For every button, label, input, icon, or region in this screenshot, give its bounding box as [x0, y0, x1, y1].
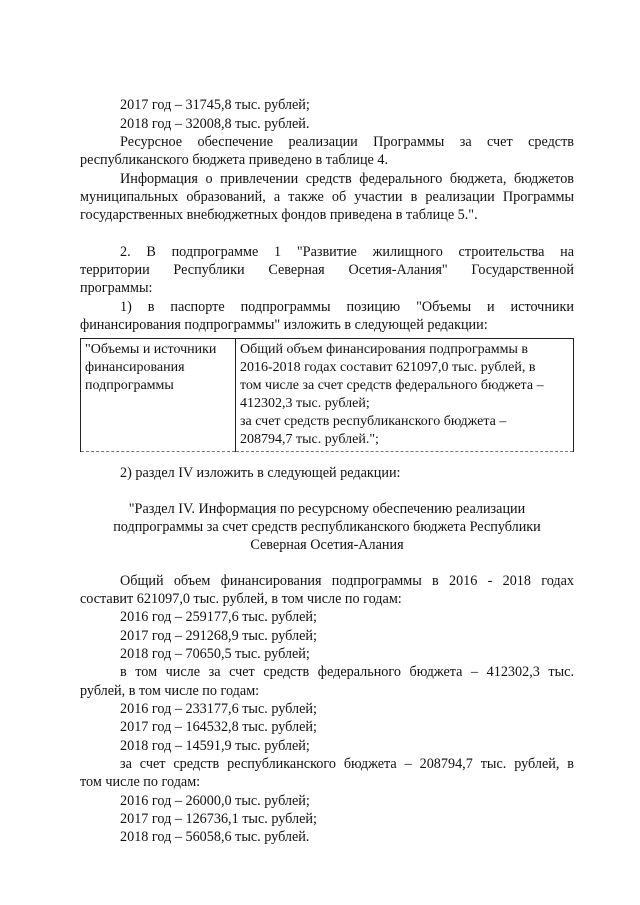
table-row: [81, 339, 574, 452]
paragraph-line: 2) раздел IV изложить в следующей редакции:: [120, 465, 401, 481]
paragraph-line: Информация о привлечении средств федерального бюджета, бюджетов: [120, 171, 574, 187]
text-line: 2018 год – 56058,6 тыс. рублей.: [120, 829, 310, 845]
section-heading: подпрограммы за счет средств республиканского бюджета Республики: [113, 519, 541, 535]
text-line: 2016 год – 233177,6 тыс. рублей;: [120, 701, 317, 717]
text-line: 2017 год – 291268,9 тыс. рублей;: [120, 628, 317, 644]
passport-table: [80, 338, 574, 452]
section-heading: Северная Осетия-Алания: [250, 537, 404, 553]
passport-label-cell: [81, 339, 236, 452]
paragraph-line: за счет средств республиканского бюджета – 208794,7 тыс. рублей, в: [120, 756, 574, 772]
cell-line: финансирования: [85, 360, 185, 375]
cell-line: 412302,3 тыс. рублей;: [240, 396, 370, 411]
paragraph-line: 2. В подпрограмме 1 "Развитие жилищного строительства на: [120, 244, 574, 260]
paragraph-line: республиканского бюджета приведено в таблице 4.: [80, 152, 389, 168]
text-line: 2016 год – 259177,6 тыс. рублей;: [120, 609, 317, 625]
paragraph-line: муниципальных образований, а также об участии в реализации Программы: [80, 189, 574, 205]
paragraph-line: Общий объем финансирования подпрограммы в 2016 - 2018 годах: [120, 573, 574, 589]
cell-line: Общий объем финансирования подпрограммы в: [240, 342, 529, 357]
section-heading: "Раздел IV. Информация по ресурсному обеспечению реализации: [128, 501, 526, 517]
paragraph-line: программы:: [80, 280, 153, 296]
cell-line: 2016-2018 годах составит 621097,0 тыс. рублей, в: [240, 360, 536, 375]
paragraph-line: рублей, в том числе по годам:: [80, 683, 260, 699]
cell-line: том числе за счет средств федерального бюджета –: [240, 378, 544, 393]
text-line: 2018 год – 70650,5 тыс. рублей;: [120, 646, 310, 662]
text-line: 2017 год – 164532,8 тыс. рублей;: [120, 719, 317, 735]
paragraph-line: 1) в паспорте подпрограммы позицию "Объемы и источники: [120, 299, 574, 315]
paragraph-line: составит 621097,0 тыс. рублей, в том числе по годам:: [80, 591, 402, 607]
paragraph-line: государственных внебюджетных фондов приведена в таблице 5.".: [80, 207, 478, 223]
paragraph-line: финансирования подпрограммы" изложить в следующей редакции:: [80, 317, 488, 333]
paragraph-line: в том числе за счет средств федерального бюджета – 412302,3 тыс.: [120, 664, 574, 680]
cell-line: "Объемы и источники: [85, 342, 217, 357]
paragraph-line: Ресурсное обеспечение реализации Программы за счет средств: [120, 134, 574, 150]
text-line: 2018 год – 32008,8 тыс. рублей.: [120, 116, 310, 132]
cell-line: за счет средств республиканского бюджета –: [240, 414, 507, 429]
text-line: 2017 год – 126736,1 тыс. рублей;: [120, 811, 317, 827]
text-line: 2017 год – 31745,8 тыс. рублей;: [120, 97, 310, 113]
paragraph-line: территории Республики Северная Осетия-Алания" Государственной: [80, 262, 574, 278]
paragraph-line: том числе по годам:: [80, 774, 201, 790]
cell-line: 208794,7 тыс. рублей.";: [240, 432, 379, 447]
text-line: 2016 год – 26000,0 тыс. рублей;: [120, 793, 310, 809]
cell-line: подпрограммы: [85, 378, 174, 393]
passport-value-cell: [236, 339, 574, 452]
text-line: 2018 год – 14591,9 тыс. рублей;: [120, 738, 310, 754]
